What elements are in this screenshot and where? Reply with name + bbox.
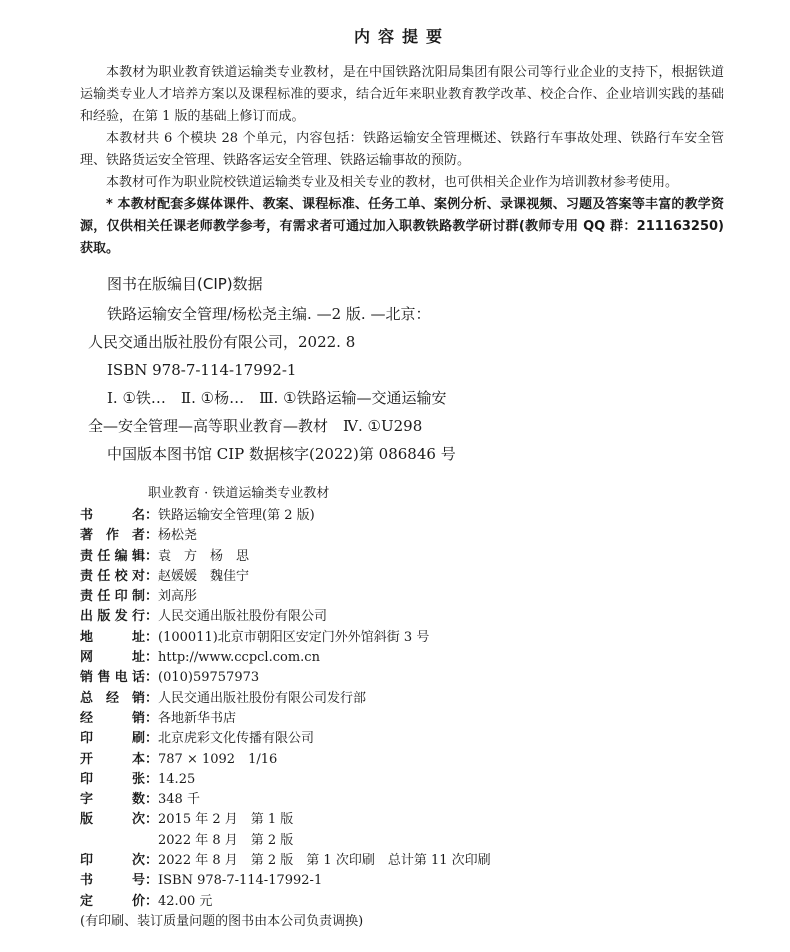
cip-line: 铁路运输安全管理/杨松尧主编. —2 版. —北京： — [107, 305, 431, 323]
publication-value: 14.25 — [158, 771, 196, 787]
publication-row — [80, 506, 724, 526]
publication-row — [80, 750, 724, 770]
summary-resources-note: * 本教材配套多媒体课件、教案、课程标准、任务工单、案例分析、录课视频、习题及答案等丰富的教学资源，仅供相关任课老师教学参考，有需求者可通过加入职教铁路教学研讨群(教师专用 QQ 群：211163250)获取。 — [80, 197, 724, 256]
colon: ： — [145, 873, 159, 889]
colon: ： — [145, 792, 159, 808]
colon: ： — [145, 690, 159, 706]
colon: ： — [145, 568, 159, 584]
publication-label: 著作者 — [80, 528, 145, 544]
cip-data — [88, 300, 724, 468]
cip-line: 全—安全管理—高等职业教育—教材 Ⅳ. ①U298 — [88, 417, 423, 435]
colon: ： — [145, 751, 159, 767]
colon: ： — [145, 853, 159, 869]
colon: ： — [145, 508, 159, 523]
publication-label: 责任编辑 — [80, 548, 145, 564]
publication-label: 印次 — [80, 853, 145, 869]
cip-line: 中国版本图书馆 CIP 数据核字(2022)第 086846 号 — [107, 445, 456, 463]
publication-row — [80, 892, 724, 912]
publication-row — [80, 547, 724, 567]
colon: ： — [145, 609, 159, 625]
publication-label: 印刷 — [80, 731, 145, 747]
publication-row — [80, 567, 724, 587]
publication-value: 袁 方 杨 思 — [158, 548, 250, 564]
series-name: 职业教育 · 铁道运输类专业教材 — [148, 486, 330, 501]
publication-row — [80, 689, 724, 709]
colon: ： — [145, 589, 159, 605]
publication-label: 经销 — [80, 710, 145, 726]
colon: ： — [145, 893, 159, 909]
publication-value: (010)59757973 — [158, 670, 260, 686]
colon: ： — [145, 731, 159, 747]
publication-value: 刘高彤 — [158, 589, 198, 605]
colon: ： — [145, 629, 159, 645]
publication-value: 人民交通出版社股份有限公司发行部 — [158, 690, 367, 706]
publication-label: 书名 — [80, 508, 145, 523]
publication-value: http://www.ccpcl.com.cn — [158, 650, 320, 666]
summary-paragraph: 本教材可作为职业院校铁道运输类专业及相关专业的教材，也可供相关企业作为培训教材参考使用。 — [106, 175, 679, 190]
publication-row — [80, 871, 724, 891]
cip-line: ISBN 978-7-114-17992-1 — [107, 361, 297, 379]
publication-label: 责任印制 — [80, 589, 145, 605]
colon: ： — [145, 710, 159, 726]
publication-row — [80, 668, 724, 688]
publication-value: 348 千 — [158, 792, 200, 808]
publication-value: 北京虎彩文化传播有限公司 — [158, 731, 315, 747]
publication-value: 2015 年 2 月 第 1 版 — [158, 812, 294, 828]
publication-row — [80, 709, 724, 729]
footnote: (有印刷、装订质量问题的图书由本公司负责调换) — [80, 913, 364, 929]
colon: ： — [145, 771, 159, 787]
publication-value: 2022 年 8 月 第 2 版 — [158, 832, 294, 848]
summary-paragraph: 本教材为职业教育铁道运输类专业教材，是在中国铁路沈阳局集团有限公司等行业企业的支持下，根据铁道运输类专业人才培养方案以及课程标准的要求，结合近年来职业教育教学改革、校企合作、企业培训实践的基础和经验，在第 1 版的基础上修订而成。 — [80, 65, 724, 124]
publication-value: 人民交通出版社股份有限公司 — [158, 609, 328, 625]
publication-value: 赵媛媛 魏佳宁 — [158, 568, 250, 584]
publication-row — [80, 526, 724, 546]
cip-line: Ⅰ. ①铁… Ⅱ. ①杨… Ⅲ. ①铁路运输—交通运输安 — [107, 389, 447, 407]
publication-row — [80, 729, 724, 749]
publication-value: 42.00 元 — [158, 893, 213, 909]
publication-value: ISBN 978-7-114-17992-1 — [158, 873, 323, 889]
publication-label: 责任校对 — [80, 568, 145, 584]
colon: ： — [145, 670, 159, 686]
summary-paragraph: 本教材共 6 个模块 28 个单元，内容包括：铁路运输安全管理概述、铁路行车事故处理、铁路行车安全管理、铁路货运安全管理、铁路客运安全管理、铁路运输事故的预防。 — [80, 131, 724, 168]
publication-row — [80, 648, 724, 668]
content-summary — [80, 62, 724, 260]
publication-label: 定价 — [80, 893, 145, 909]
publication-row — [80, 607, 724, 627]
page-title: 内容提要 — [353, 27, 450, 46]
colon: ： — [145, 650, 159, 666]
publication-label: 开本 — [80, 751, 145, 767]
publication-value: 铁路运输安全管理(第 2 版) — [158, 508, 315, 523]
publication-label: 总经销 — [80, 690, 145, 706]
publication-row — [80, 790, 724, 810]
colon: ： — [145, 528, 159, 544]
publication-value: 2022 年 8 月 第 2 版 第 1 次印刷 总计第 11 次印刷 — [158, 853, 491, 869]
publication-row — [80, 587, 724, 607]
colon: ： — [145, 812, 159, 828]
publication-value: 各地新华书店 — [158, 710, 237, 726]
publication-label: 版次 — [80, 812, 145, 828]
publication-label: 网址 — [80, 650, 145, 666]
publication-value: 787 × 1092 1/16 — [158, 751, 278, 767]
cip-line: 人民交通出版社股份有限公司，2022. 8 — [88, 333, 356, 351]
publication-label: 印张 — [80, 771, 145, 787]
publication-label: 字数 — [80, 792, 145, 808]
publication-value: 杨松尧 — [158, 528, 198, 544]
colon: ： — [145, 548, 159, 564]
publication-label: 书号 — [80, 873, 145, 889]
publication-value: (100011)北京市朝阳区安定门外外馆斜街 3 号 — [158, 629, 430, 645]
publication-row — [80, 770, 724, 790]
publication-row — [80, 628, 724, 648]
publication-row — [80, 810, 724, 830]
publication-label: 地址 — [80, 629, 145, 645]
publication-row — [80, 851, 724, 871]
cip-heading: 图书在版编目(CIP)数据 — [107, 275, 263, 293]
publication-info — [80, 506, 724, 912]
publication-label: 出版发行 — [80, 609, 145, 625]
publication-row — [80, 831, 724, 851]
publication-label: 销售电话 — [80, 670, 145, 686]
